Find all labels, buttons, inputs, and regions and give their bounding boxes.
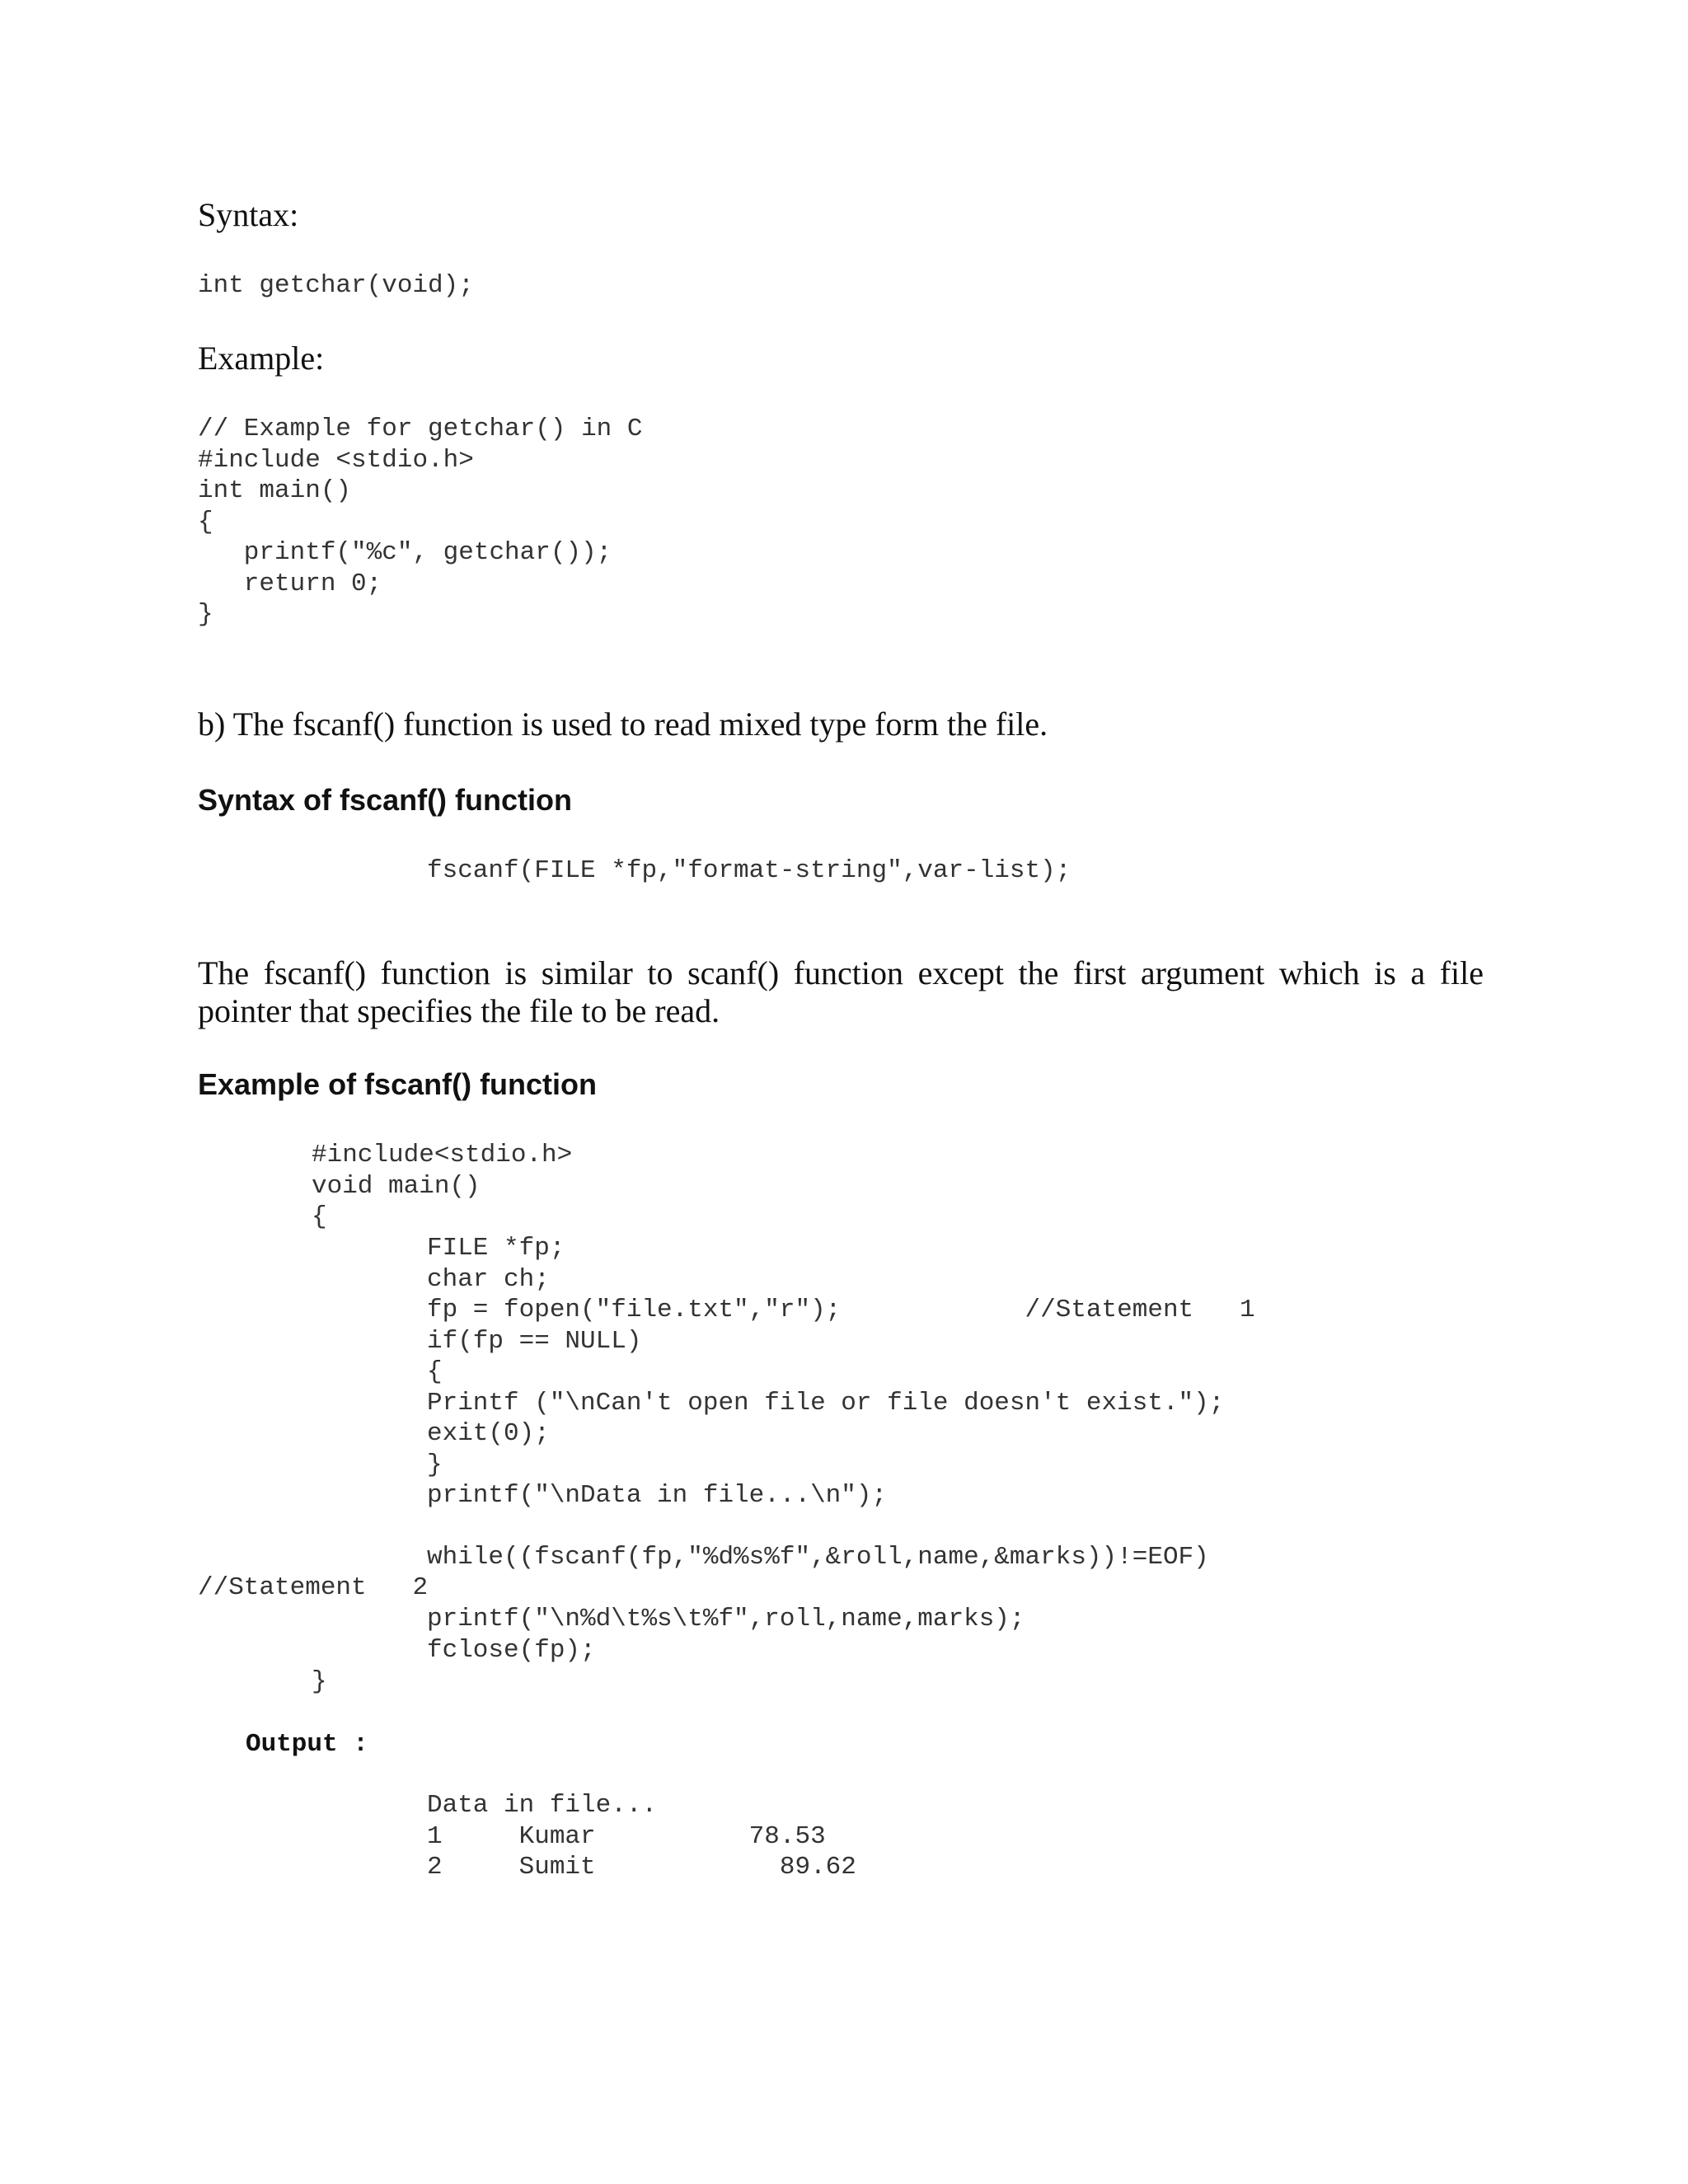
fscanf-example-close-brace: } [312, 1667, 327, 1696]
fscanf-example-heading: Example of fscanf() function [198, 1067, 598, 1101]
code-line: void main() [312, 1171, 481, 1201]
fscanf-syntax-heading: Syntax of fscanf() function [198, 783, 573, 817]
fscanf-example-head-code [312, 1140, 572, 1233]
code-line: } [427, 1450, 443, 1479]
fscanf-example-body-code [427, 1233, 1255, 1573]
code-line: #include<stdio.h> [312, 1141, 573, 1169]
fscanf-example-body2-code [427, 1604, 1025, 1666]
example-label: Example: [198, 340, 325, 377]
getchar-syntax: int getchar(void); [198, 271, 474, 300]
code-line: printf("\nData in file...\n"); [427, 1481, 888, 1510]
code-line: #include <stdio.h> [198, 445, 474, 475]
getchar-example-code [198, 414, 643, 630]
code-line: fclose(fp); [427, 1635, 596, 1665]
code-line: int main() [198, 476, 352, 505]
code-line: { [312, 1202, 327, 1231]
code-line: printf("%c", getchar()); [198, 538, 612, 567]
output-label: Output : [246, 1730, 368, 1759]
code-line: printf("\n%d\t%s\t%f",roll,name,marks); [427, 1605, 1025, 1633]
code-line: while((fscanf(fp,"%d%s%f",&roll,name,&marks))!=EOF) [427, 1543, 1209, 1572]
code-line: char ch; [427, 1264, 550, 1294]
code-line: // Example for getchar() in C [198, 415, 643, 443]
code-line: return 0; [198, 569, 382, 598]
code-line: if(fp == NULL) [427, 1326, 642, 1356]
output-line: 2 Sumit 89.62 [427, 1853, 856, 1882]
code-line: Printf ("\nCan't open file or file doesn't exist."); [427, 1388, 1225, 1418]
code-line: FILE *fp; [427, 1234, 565, 1263]
code-line: { [427, 1357, 443, 1386]
output-code [427, 1790, 856, 1883]
fscanf-syntax-code: fscanf(FILE *fp,"format-string",var-list); [427, 856, 1071, 885]
code-line: fp = fopen("file.txt","r"); //Statement 1 [427, 1296, 1255, 1324]
code-line: { [198, 507, 213, 537]
code-line: } [198, 600, 213, 629]
output-line: 1 Kumar 78.53 [427, 1821, 826, 1851]
code-line: exit(0); [427, 1419, 550, 1448]
fscanf-intro: b) The fscanf() function is used to read mixed type form the file. [198, 705, 1048, 743]
syntax-label: Syntax: [198, 196, 299, 233]
code-line [427, 1511, 1255, 1543]
fscanf-description: The fscanf() function is similar to scanf() function except the first argument which is a file pointer that specifies the file to be read. [198, 954, 1484, 1029]
statement-2-comment: //Statement 2 [198, 1573, 429, 1602]
output-line: Data in file... [427, 1791, 658, 1820]
